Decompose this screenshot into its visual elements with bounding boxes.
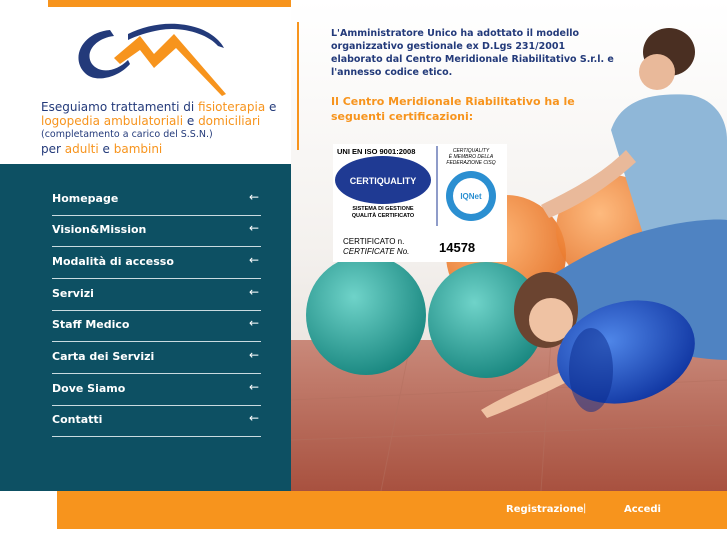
divider-line xyxy=(297,22,299,150)
certiquality-certificate xyxy=(333,144,507,262)
svg-text:CERTIFICATE No.: CERTIFICATE No. xyxy=(343,247,410,256)
nav-label: Staff Medico xyxy=(52,318,130,331)
certificate-number: 14578 xyxy=(439,240,476,255)
nav-label: Vision&Mission xyxy=(52,223,147,236)
nav-item-carta-servizi[interactable] xyxy=(52,342,261,374)
svg-text:CERTIQUALITY: CERTIQUALITY xyxy=(349,176,417,186)
cmr-logo[interactable] xyxy=(70,14,230,96)
arrow-left-icon: ← xyxy=(248,221,259,235)
nav-label: Modalità di accesso xyxy=(52,255,174,268)
iso-standard-text: UNI EN ISO 9001:2008 xyxy=(337,147,416,156)
nav-item-modalita-accesso[interactable] xyxy=(52,247,261,279)
certifications-heading: Il Centro Meridionale Riabilitativo ha le seguenti certificazioni: xyxy=(331,95,575,123)
nav-item-staff-medico[interactable] xyxy=(52,310,261,342)
register-link[interactable]: Registrazione xyxy=(506,504,584,515)
arrow-left-icon: ← xyxy=(248,285,259,299)
nav-item-vision-mission[interactable] xyxy=(52,215,261,247)
arrow-left-icon: ← xyxy=(248,348,259,362)
nav-label: Servizi xyxy=(52,287,94,300)
nav-item-contatti[interactable] xyxy=(52,405,261,437)
nav-label: Contatti xyxy=(52,413,103,426)
arrow-left-icon: ← xyxy=(248,411,259,425)
arrow-left-icon: ← xyxy=(248,316,259,330)
login-link[interactable]: Accedi xyxy=(624,504,661,515)
svg-text:CERTIQUALITY: CERTIQUALITY xyxy=(452,148,490,154)
svg-text:CERTIFICATO n.: CERTIFICATO n. xyxy=(343,237,405,246)
footer-separator: | xyxy=(583,503,587,514)
arrow-left-icon: ← xyxy=(248,190,259,204)
nav-label: Dove Siamo xyxy=(52,382,126,395)
svg-text:È MEMBRO DELLA: È MEMBRO DELLA xyxy=(448,154,494,160)
nav-item-homepage[interactable] xyxy=(52,184,261,216)
nav-label: Homepage xyxy=(52,192,119,205)
nav-item-servizi[interactable] xyxy=(52,279,261,311)
arrow-left-icon: ← xyxy=(248,380,259,394)
footer-bar xyxy=(57,491,727,529)
svg-text:SISTEMA DI GESTIONE: SISTEMA DI GESTIONE xyxy=(352,206,414,212)
main-navigation xyxy=(0,164,291,491)
arrow-left-icon: ← xyxy=(248,253,259,267)
nav-label: Carta dei Servizi xyxy=(52,350,155,363)
service-tagline: Eseguiamo trattamenti di fisioterapia e logopedia ambulatoriali e domiciliari (completamento a carico del S.S.N.) per adulti e bambini xyxy=(41,100,277,156)
svg-text:FEDERAZIONE CISQ: FEDERAZIONE CISQ xyxy=(446,160,496,166)
svg-text:IQNet: IQNet xyxy=(460,192,482,201)
svg-text:QUALITÀ CERTIFICATO: QUALITÀ CERTIFICATO xyxy=(351,213,415,219)
compliance-notice: L'Amministratore Unico ha adottato il modello organizzativo gestionale ex D.Lgs 231/2001 elaborato dal Centro Meridionale Riabilitativo S.r.l. e l'annesso codice etico. xyxy=(331,28,614,78)
nav-item-dove-siamo[interactable] xyxy=(52,374,261,406)
